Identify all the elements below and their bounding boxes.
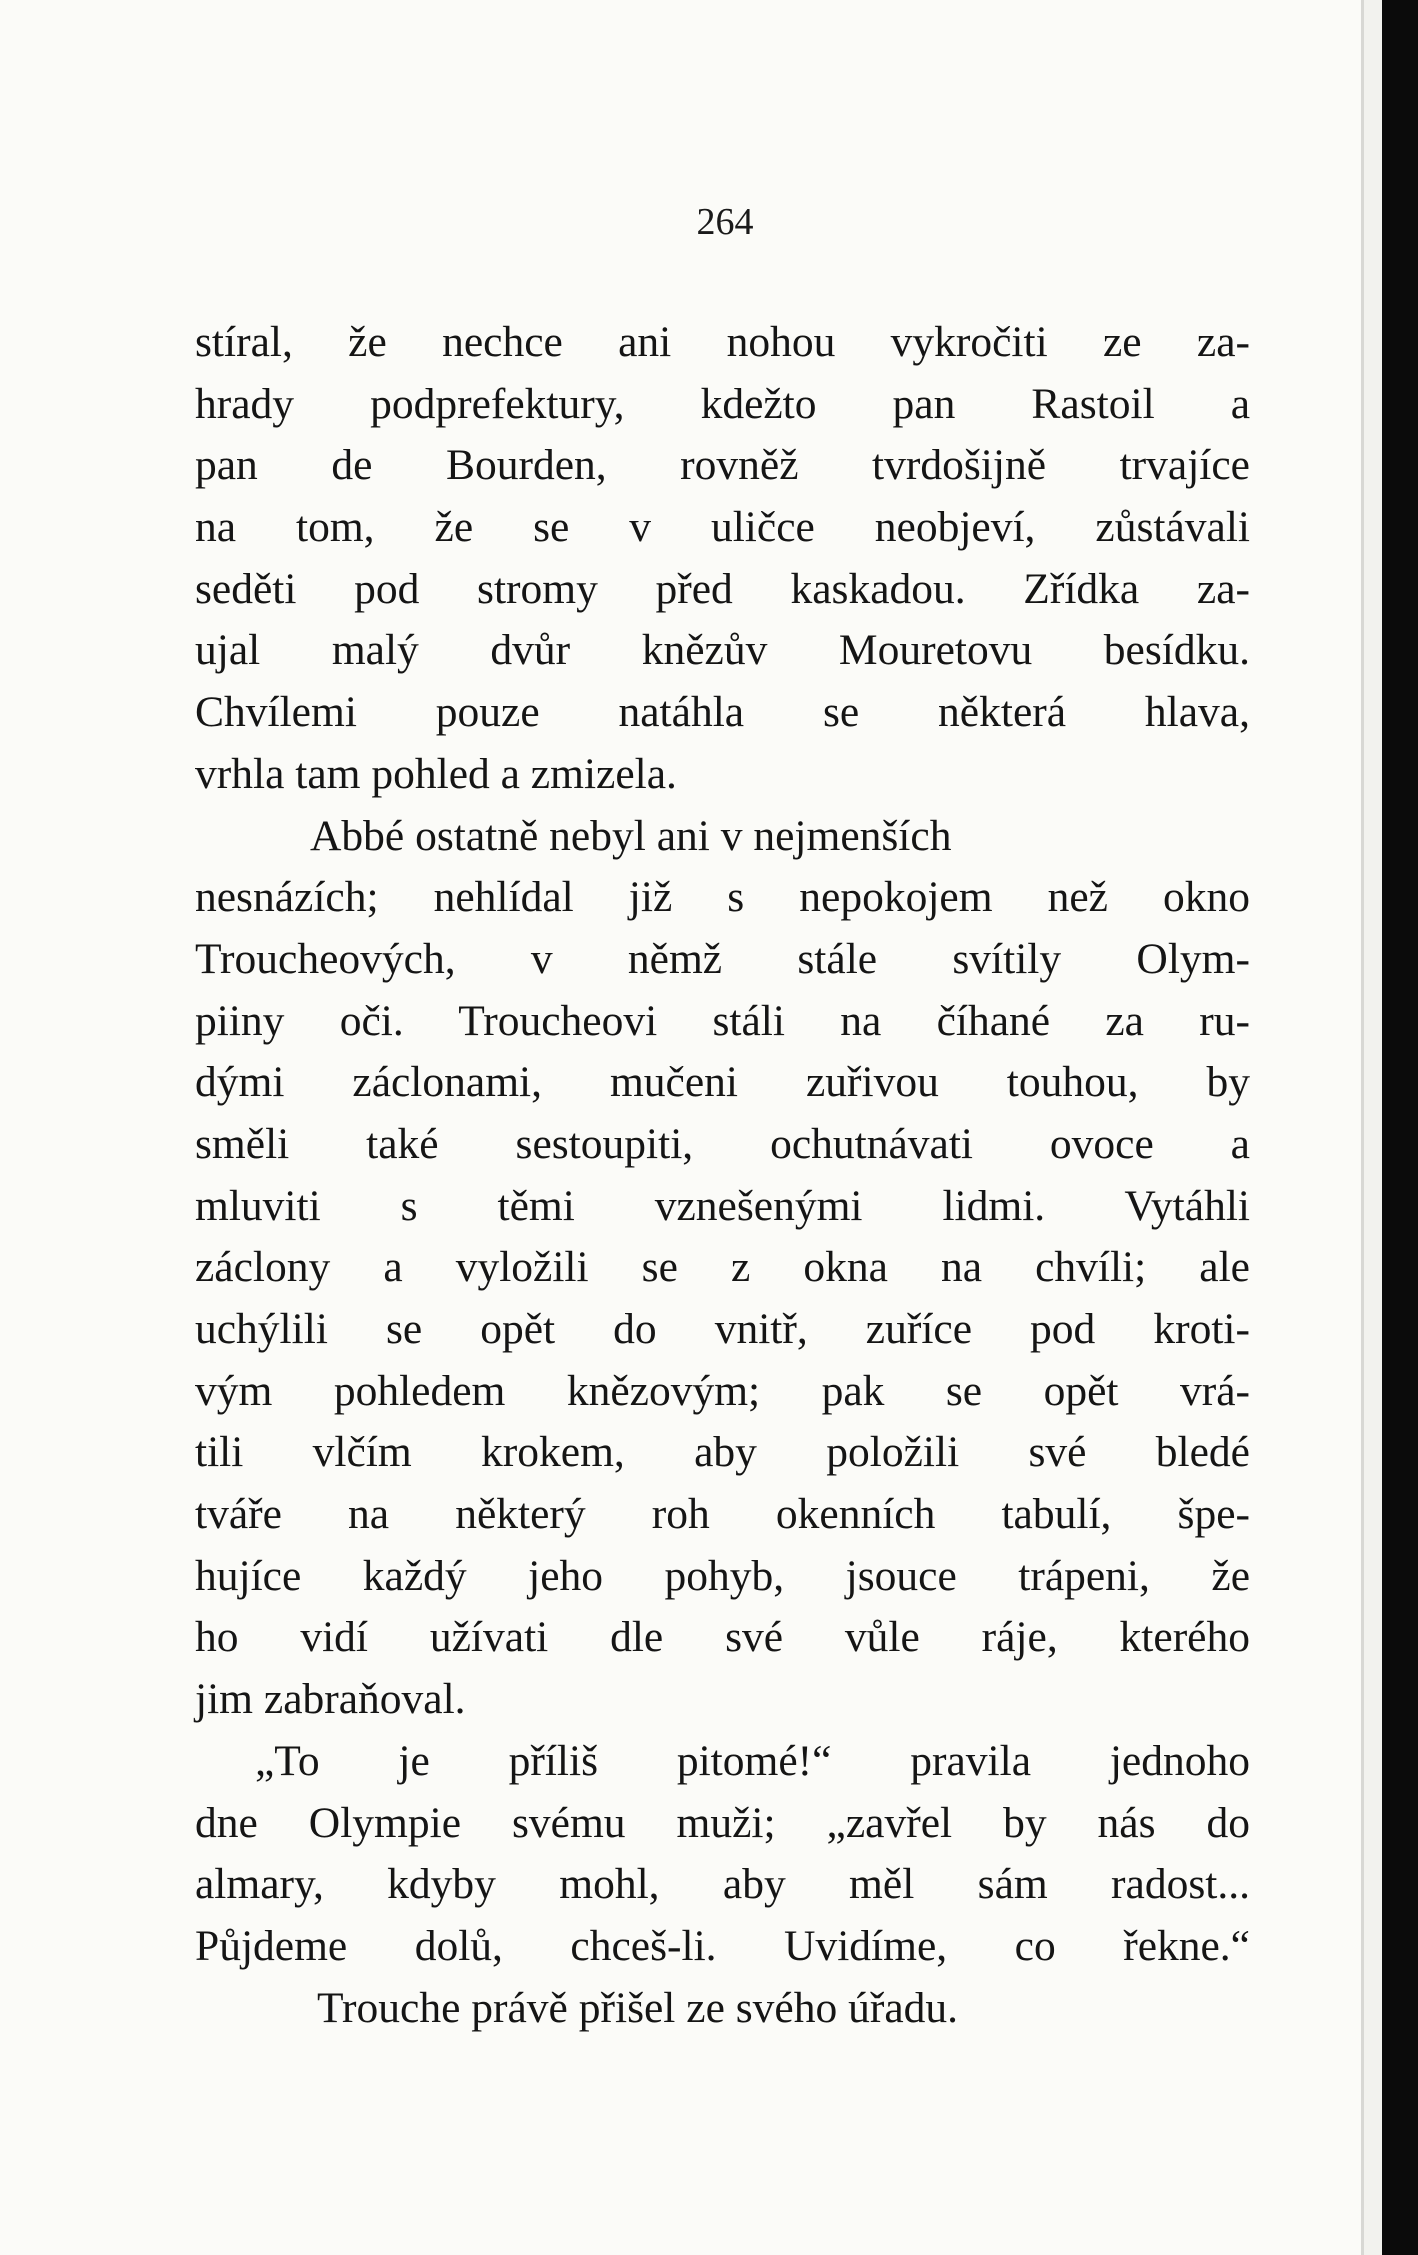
text-line: Trouche právě přišel ze svého úřadu.: [317, 1983, 959, 2032]
text-line: Abbé ostatně nebyl ani v nejmenších: [310, 811, 952, 860]
text-line: uchýlili se opět do vnitř, zuříce pod kroti-: [195, 1305, 1250, 1353]
text-line: tváře na některý roh okenních tabulí, špe-: [195, 1490, 1250, 1539]
text-line: Troucheových, v němž stále svítily Olym-: [195, 934, 1250, 983]
text-line: Chvílemi pouze natáhla se některá hlava,: [195, 688, 1250, 737]
text-line: mluviti s těmi vznešenými lidmi. Vytáhli: [195, 1181, 1250, 1230]
text-line: dými záclonami, mučeni zuřivou touhou, by: [195, 1058, 1250, 1107]
page-number: 264: [696, 201, 754, 243]
text-line: seděti pod stromy před kaskadou. Zřídka za-: [195, 564, 1250, 613]
text-line: na tom, že se v uličce neobjeví, zůstávali: [195, 503, 1250, 552]
text-line: záclony a vyložili se z okna na chvíli; ale: [195, 1243, 1250, 1292]
text-line: stíral, že nechce ani nohou vykročiti ze za-: [195, 318, 1250, 366]
text-line: hujíce každý jeho pohyb, jsouce trápeni, že: [195, 1551, 1250, 1600]
text-line: vým pohledem knězovým; pak se opět vrá-: [195, 1366, 1250, 1415]
text-line: pan de Bourden, rovněž tvrdošijně trvajíce: [195, 441, 1250, 490]
text-line: hrady podprefektury, kdežto pan Rastoil a: [195, 379, 1250, 428]
text-line: tili vlčím krokem, aby položili své bledé: [195, 1428, 1250, 1477]
text-line: Půjdeme dolů, chceš-li. Uvidíme, co řekne.“: [195, 1921, 1250, 1970]
text-line: ho vidí užívati dle své vůle ráje, kterého: [195, 1613, 1250, 1662]
text-line: ujal malý dvůr knězův Mouretovu besídku.: [195, 626, 1250, 675]
page-edge: [1364, 0, 1382, 2255]
text-line: směli také sestoupiti, ochutnávati ovoce a: [195, 1119, 1250, 1168]
text-line: piiny oči. Troucheovi stáli na číhané za ru-: [195, 996, 1250, 1045]
text-line: vrhla tam pohled a zmizela.: [195, 749, 677, 798]
text-line: nesnázích; nehlídal již s nepokojem než okno: [195, 873, 1250, 922]
text-line: dne Olympie svému muži; „zavřel by nás do: [195, 1798, 1250, 1847]
text-line: jim zabraňoval.: [195, 1675, 466, 1724]
text-line: „To je příliš pitomé!“ pravila jednoho: [255, 1736, 1250, 1785]
body-text: [195, 312, 1250, 2039]
text-line: almary, kdyby mohl, aby měl sám radost...: [195, 1860, 1250, 1909]
